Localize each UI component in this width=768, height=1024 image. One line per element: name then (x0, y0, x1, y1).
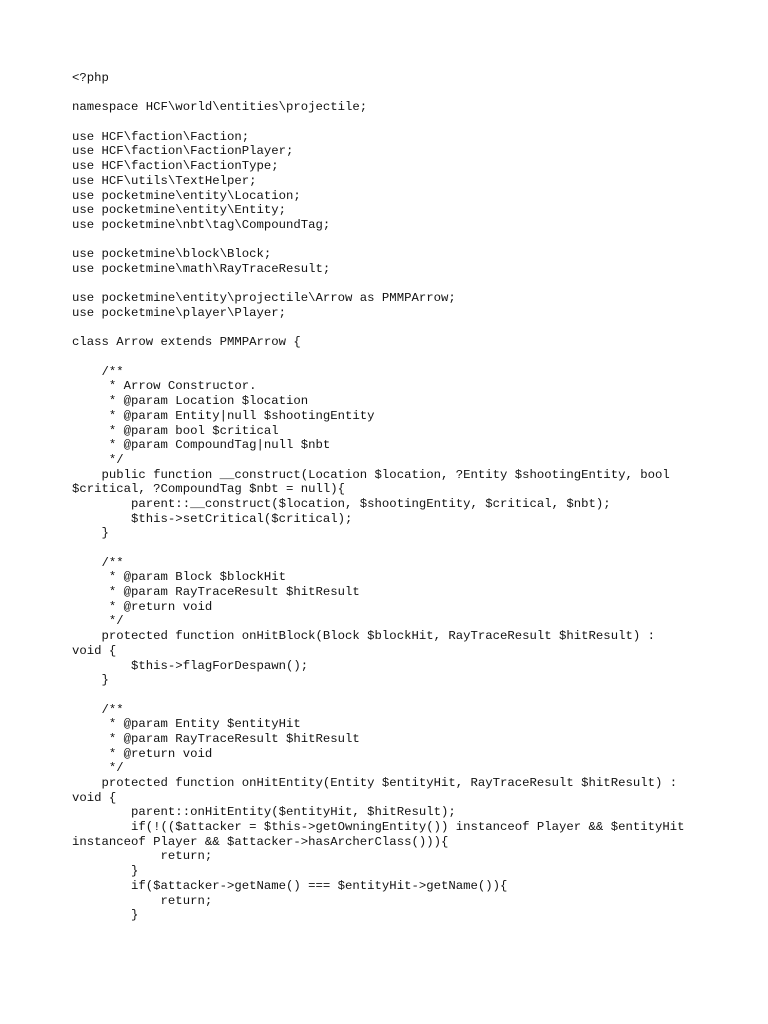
code-line: <?php (72, 71, 109, 85)
code-line: protected function onHitBlock(Block $blockHit, RayTraceResult $hitResult) : (72, 629, 655, 644)
code-line: * Arrow Constructor. (72, 379, 257, 394)
code-line: * @param Entity|null $shootingEntity (72, 408, 375, 423)
code-line (72, 688, 762, 703)
code-line: * @param RayTraceResult $hitResult (72, 585, 360, 600)
code-line: instanceof Player && $attacker->hasArcherClass())){ (72, 834, 449, 849)
code-line: use pocketmine\nbt\tag\CompoundTag; (72, 217, 331, 232)
code-line: parent::onHitEntity($entityHit, $hitResult); (72, 805, 456, 820)
code-line: use HCF\faction\FactionPlayer; (72, 144, 294, 159)
code-line: * @param bool $critical (72, 423, 279, 438)
code-line: if($attacker->getName() === $entityHit->getName()){ (72, 878, 508, 893)
code-line: * @param Location $location (72, 394, 309, 409)
code-block (72, 71, 762, 923)
code-line: void { (72, 790, 117, 805)
code-line: $this->setCritical($critical); (72, 511, 353, 526)
code-line: * @param CompoundTag|null $nbt (72, 438, 331, 453)
code-line: use pocketmine\entity\projectile\Arrow as PMMPArrow; (72, 291, 456, 306)
code-line: if(!(($attacker = $this->getOwningEntity()) instanceof Player && $entityHit (72, 820, 685, 835)
code-line (72, 115, 762, 130)
code-line (72, 350, 762, 365)
code-line: public function __construct(Location $location, ?Entity $shootingEntity, bool (72, 467, 670, 482)
code-line: } (72, 908, 139, 923)
code-line: use pocketmine\player\Player; (72, 306, 287, 320)
code-line: use pocketmine\math\RayTraceResult; (72, 261, 331, 276)
code-line: * @return void (72, 599, 213, 614)
code-line: /** (72, 702, 124, 717)
code-line (72, 541, 762, 556)
code-line: /** (72, 364, 124, 379)
code-line: void { (72, 643, 117, 658)
code-line: protected function onHitEntity(Entity $entityHit, RayTraceResult $hitResult) : (72, 776, 678, 790)
code-line: use pocketmine\block\Block; (72, 247, 272, 262)
code-line: } (72, 526, 109, 541)
code-line: return; (72, 849, 213, 864)
code-line: return; (72, 893, 213, 908)
code-line: use HCF\faction\Faction; (72, 129, 250, 144)
code-line: use pocketmine\entity\Entity; (72, 203, 287, 218)
code-line: */ (72, 614, 124, 629)
code-line (72, 233, 762, 248)
code-line: parent::__construct($location, $shootingEntity, $critical, $nbt); (72, 496, 611, 511)
code-line: * @return void (72, 746, 213, 761)
code-line: */ (72, 761, 124, 776)
code-line: * @param Block $blockHit (72, 570, 287, 585)
code-line: */ (72, 452, 124, 467)
code-line: * @param RayTraceResult $hitResult (72, 731, 360, 746)
code-line: } (72, 864, 139, 879)
code-line: class Arrow extends PMMPArrow { (72, 335, 301, 350)
code-line: $critical, ?CompoundTag $nbt = null){ (72, 482, 346, 497)
code-line: /** (72, 555, 124, 570)
code-line: $this->flagForDespawn(); (72, 658, 309, 673)
code-line: use HCF\utils\TextHelper; (72, 173, 257, 188)
code-line: use pocketmine\entity\Location; (72, 188, 301, 203)
code-line (72, 277, 762, 292)
code-line (72, 321, 762, 336)
code-line: * @param Entity $entityHit (72, 717, 301, 732)
code-line: namespace HCF\world\entities\projectile; (72, 100, 368, 115)
code-line: } (72, 673, 109, 688)
code-line: use HCF\faction\FactionType; (72, 159, 279, 174)
code-line (72, 86, 762, 101)
